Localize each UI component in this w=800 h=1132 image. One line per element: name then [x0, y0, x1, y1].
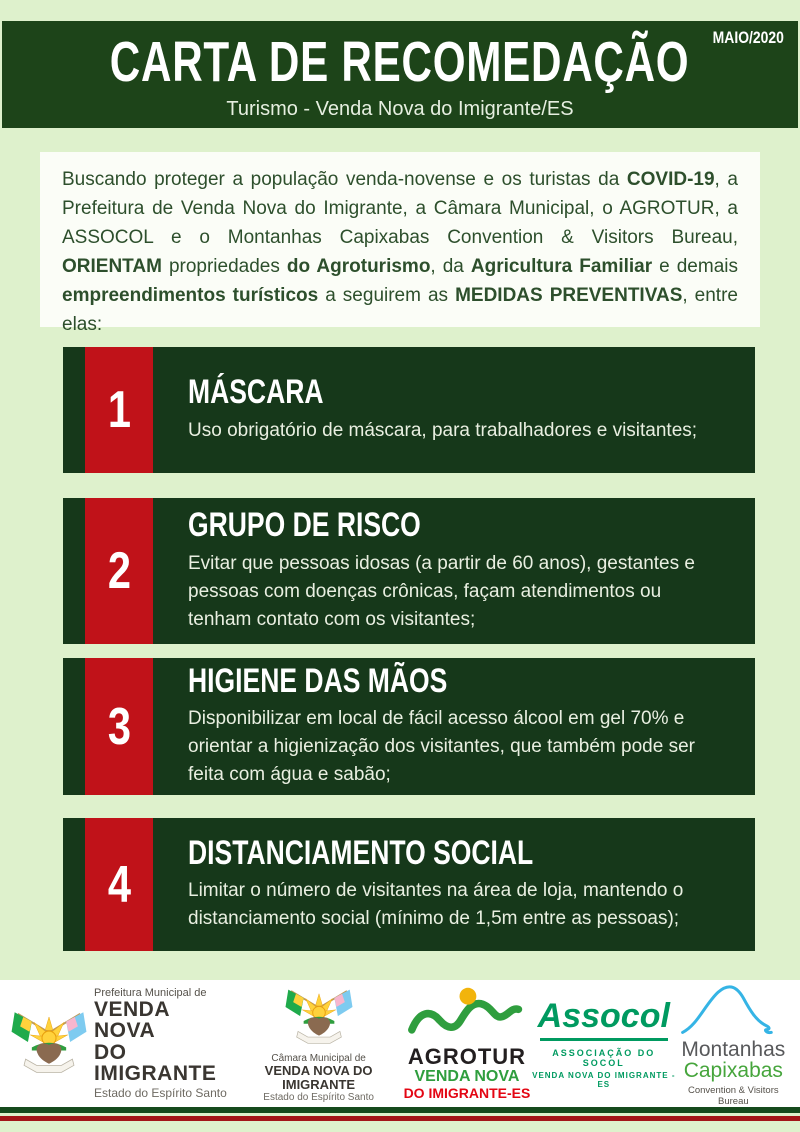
- intro-panel: [40, 152, 760, 335]
- card-number: 4: [107, 855, 131, 914]
- footer-stripe-green: [0, 1107, 800, 1113]
- footer-stripe-red: [0, 1116, 800, 1121]
- month-badge: MAIO/2020: [712, 28, 784, 47]
- camara-line1: Câmara Municipal de: [271, 1052, 366, 1064]
- assocol-name: Assocol: [537, 996, 670, 1035]
- montanhas-line2: Capixabas: [683, 1058, 783, 1082]
- card-title: GRUPO DE RISCO: [188, 506, 421, 545]
- card-title: HIGIENE DAS MÃOS: [188, 661, 448, 700]
- camara-line3: Estado do Espírito Santo: [263, 1092, 374, 1104]
- card-number-stripe: [85, 658, 153, 795]
- header-band: [2, 21, 798, 128]
- card-description: Disponibilizar em local de fácil acesso álcool em gel 70% e orientar a higienização dos visitantes, que também pode ser feita com água e sabão;: [188, 708, 695, 786]
- agrotur-line1: AGROTUR: [407, 1043, 527, 1069]
- intro-segment-bold: ORIENTAM: [62, 256, 162, 277]
- page-subtitle: Turismo - Venda Nova do Imigrante/ES: [226, 98, 574, 120]
- agrotur-line2: VENDA NOVA: [414, 1067, 520, 1085]
- card-body: [188, 347, 755, 473]
- prefeitura-line4: Estado do Espírito Santo: [94, 1086, 227, 1101]
- intro-segment: e demais: [652, 256, 738, 277]
- camara-crest-icon: [284, 984, 354, 1051]
- intro-segment-bold: MEDIDAS PREVENTIVAS: [455, 285, 683, 306]
- intro-segment: , da: [430, 256, 471, 277]
- camara-logo: [234, 984, 403, 1104]
- intro-segment: , entre elas:: [62, 285, 738, 335]
- card-number: 1: [107, 381, 131, 439]
- card-number-stripe: [85, 818, 153, 951]
- card-description: Evitar que pessoas idosas (a partir de 60 anos), gestantes e pessoas com doenças crônicas, façam atendimentos ou tenham contato com os visitantes;: [188, 552, 695, 630]
- card-body: [188, 498, 755, 644]
- intro-segment: Buscando proteger a população venda-novense e os turistas da: [62, 169, 627, 190]
- card-title: DISTANCIAMENTO SOCIAL: [188, 833, 534, 872]
- intro-segment-bold: COVID-19: [626, 169, 715, 190]
- card-number-stripe: [85, 347, 153, 473]
- card-description: Limitar o número de visitantes na área de loja, mantendo o distanciamento social (mínimo de 1,5m entre as pessoas);: [188, 880, 684, 930]
- intro-segment-bold: Agricultura Familiar: [470, 256, 653, 277]
- intro-segment-bold: do Agroturismo: [286, 256, 431, 277]
- prefeitura-line2: VENDA NOVA: [94, 997, 170, 1043]
- prefeitura-line3: DO IMIGRANTE: [94, 1040, 217, 1085]
- montanhas-line3: Convention & Visitors Bureau: [687, 1084, 779, 1107]
- assocol-line3: VENDA NOVA DO IMIGRANTE - ES: [532, 1070, 676, 1089]
- card-number: 3: [107, 697, 131, 756]
- intro-segment-bold: empreendimentos turísticos: [62, 285, 319, 306]
- assocol-logo: [531, 996, 677, 1089]
- montanhas-mountain-icon: [677, 980, 789, 1040]
- agrotur-mountains-icon: [403, 985, 531, 1043]
- intro-segment: a seguirem as: [318, 285, 456, 306]
- intro-paragraph: [62, 165, 738, 339]
- montanhas-line1: Montanhas: [681, 1038, 786, 1061]
- recommendation-card-1: [63, 347, 755, 473]
- prefeitura-logo: [10, 987, 234, 1101]
- page-title: CARTA DE RECOMEDAÇÃO: [110, 30, 690, 94]
- card-number-stripe: [85, 498, 153, 644]
- card-number: 2: [107, 542, 131, 600]
- agrotur-logo: [403, 985, 531, 1102]
- prefeitura-crest-icon: [10, 1006, 88, 1081]
- card-body: [188, 658, 755, 795]
- prefeitura-line1: Prefeitura Municipal de: [94, 986, 207, 999]
- recommendation-card-4: [63, 818, 755, 951]
- footer-band: [0, 980, 800, 1107]
- intro-segment: , a Prefeitura de Venda Nova do Imigrante, a Câmara Municipal, o AGROTUR, a ASSOCOL e o Montanhas Capixabas Convention & Visitors Bureau,: [62, 169, 738, 248]
- card-title: MÁSCARA: [188, 373, 324, 412]
- montanhas-logo: [677, 980, 790, 1107]
- assocol-underline: [540, 1038, 668, 1041]
- recommendation-card-2: [63, 498, 755, 644]
- card-body: [188, 818, 755, 951]
- card-description: Uso obrigatório de máscara, para trabalhadores e visitantes;: [188, 419, 698, 441]
- recommendation-card-3: [63, 658, 755, 795]
- agrotur-line3: DO IMIGRANTE-ES: [403, 1085, 531, 1102]
- assocol-line2: ASSOCIAÇÃO DO SOCOL: [552, 1047, 656, 1068]
- camara-line2: VENDA NOVA DO IMIGRANTE: [264, 1062, 373, 1092]
- intro-segment: propriedades: [161, 256, 287, 277]
- prefeitura-logo-text: [94, 987, 234, 1101]
